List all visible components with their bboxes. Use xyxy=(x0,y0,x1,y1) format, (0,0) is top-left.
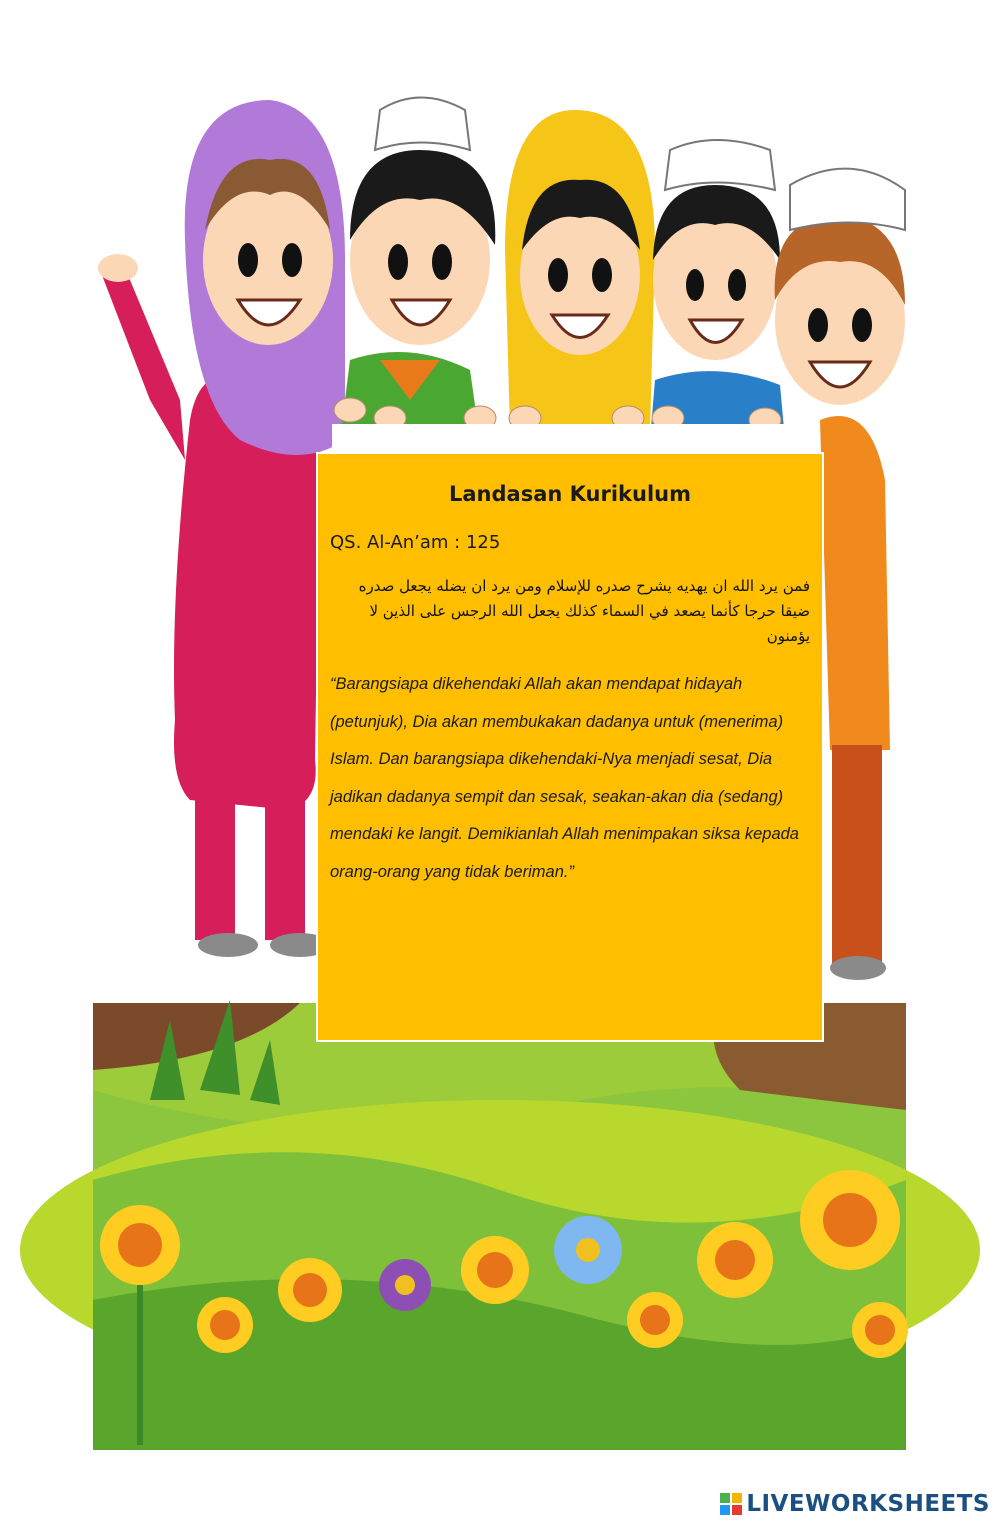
card-title: Landasan Kurikulum xyxy=(449,482,691,506)
liveworksheets-logo-icon xyxy=(720,1493,742,1515)
brand-name: LIVEWORKSHEETS xyxy=(746,1491,990,1517)
verse-translation: “Barangsiapa dikehendaki Allah akan mendapat hidayah (petunjuk), Dia akan membukakan dadanya untuk (menerima) Islam. Dan barangsiapa dikehendaki-Nya menjadi sesat, Dia jadikan dadanya sempit dan sesak, seakan-akan dia (sedang) mendaki ke langit. Demikianlah Allah menimpakan siksa kepada orang-orang yang tidak beriman.” xyxy=(330,675,799,881)
curriculum-card xyxy=(316,452,824,1042)
verse-reference: QS. Al-An’am : 125 xyxy=(330,532,501,553)
arabic-verse: فمن يرد الله ان يهديه يشرح صدره للإسلام ومن يرد ان يضله يجعل صدره ضيقا حرجا كأنما يصعد في السماء كذلك يجعل الله الرجس على الذين لا يؤمنون xyxy=(358,577,810,645)
flower-garden-icon xyxy=(20,1000,980,1450)
liveworksheets-brand[interactable] xyxy=(720,1491,990,1517)
